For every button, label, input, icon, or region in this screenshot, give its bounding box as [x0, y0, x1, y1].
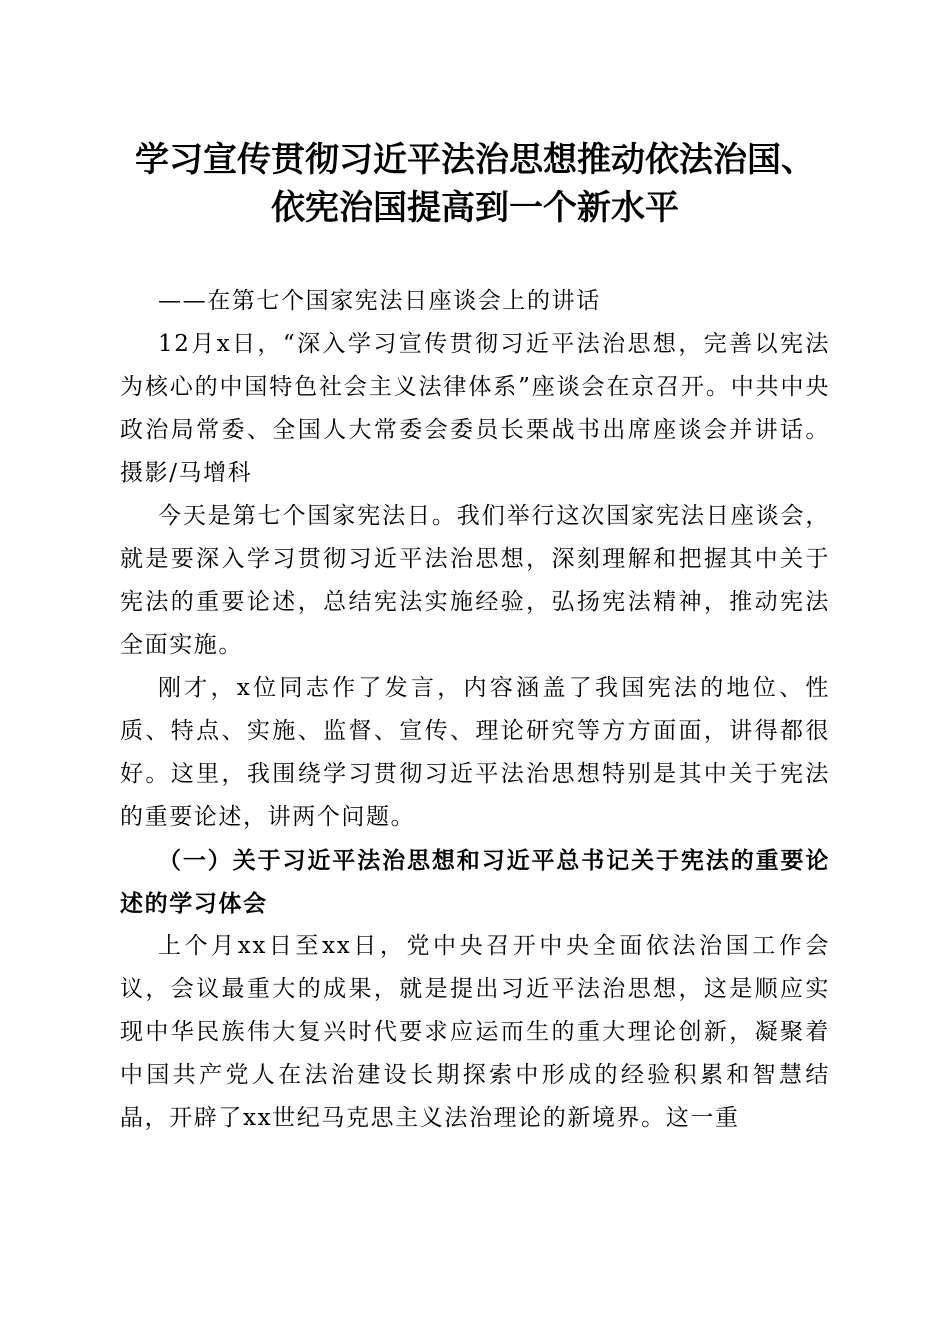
document-title [100, 136, 850, 232]
section-paragraph: 上个月xx日至xx日，党中央召开中央全面依法治国工作会议，会议最重大的成果，就是提出习近平法治思想，这是顺应实现中华民族伟大复兴时代要求应运而生的重大理论创新，凝聚着中国共产党人在法治建设长期探索中形成的经验积累和智慧结晶，开辟了xx世纪马克思主义法治理论的新境界。这一重 [120, 933, 830, 1131]
document-body [120, 280, 830, 1140]
document-subtitle: ——在第七个国家宪法日座谈会上的讲话 [158, 288, 601, 314]
title-line-2: 依宪治国提高到一个新水平 [271, 188, 679, 228]
paragraph-remarks: 刚才，x位同志作了发言，内容涵盖了我国宪法的地位、性质、特点、实施、监督、宣传、理论研究等方方面面，讲得都很好。这里，我围绕学习贯彻习近平法治思想特别是其中关于宪法的重要论述，讲两个问题。 [120, 675, 830, 830]
title-line-1: 学习宣传贯彻习近平法治思想推动依法治国、 [135, 140, 815, 180]
section-heading: （一）关于习近平法治思想和习近平总书记关于宪法的重要论述的学习体会 [120, 847, 830, 917]
paragraph-photo-caption: 12月x日，“深入学习宣传贯彻习近平法治思想，完善以宪法为核心的中国特色社会主义法律体系”座谈会在京召开。中共中央政治局常委、全国人大常委会委员长栗战书出席座谈会并讲话。摄影/马增科 [120, 331, 830, 486]
paragraph-intro: 今天是第七个国家宪法日。我们举行这次国家宪法日座谈会，就是要深入学习贯彻习近平法治思想，深刻理解和把握其中关于宪法的重要论述，总结宪法实施经验，弘扬宪法精神，推动宪法全面实施。 [120, 503, 830, 658]
